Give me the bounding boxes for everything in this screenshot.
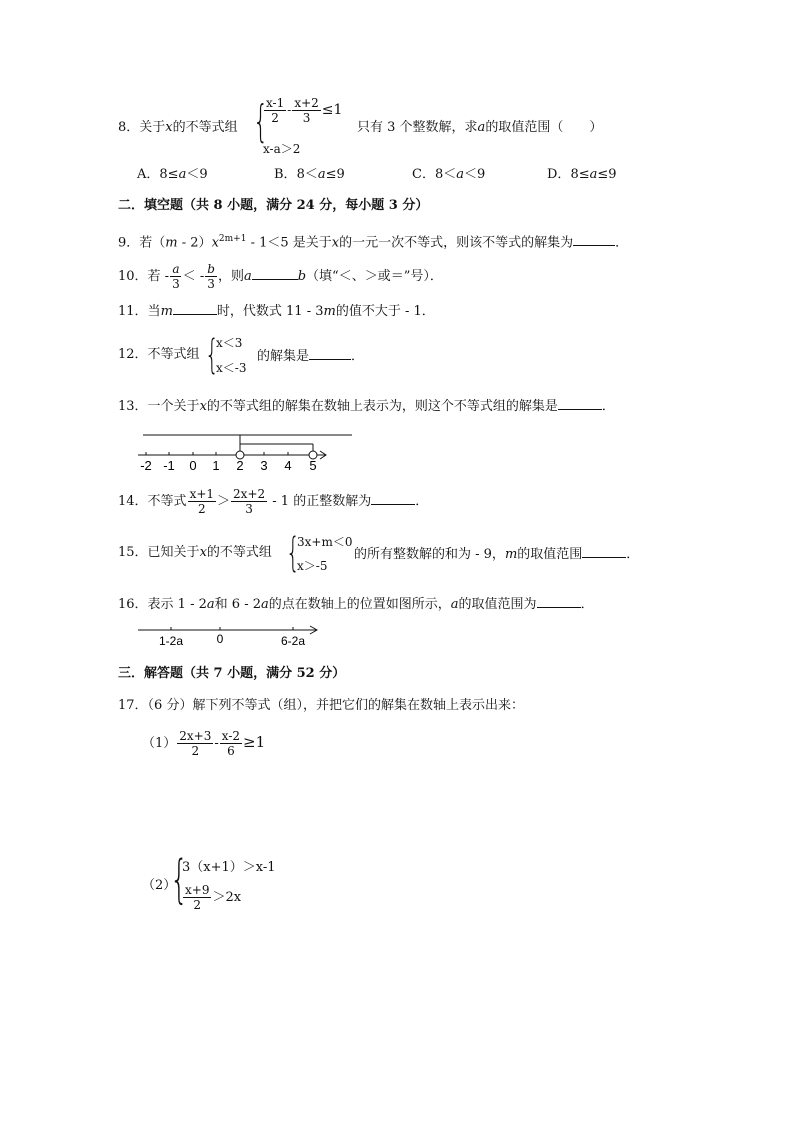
q17-part2-rel: ＞2x (212, 890, 242, 905)
q13-x: x (199, 399, 207, 414)
q15-x: x (199, 545, 207, 560)
q8-option-a-label: A． (137, 167, 160, 182)
q12-row2: x＜-3 (216, 361, 247, 375)
q16-a3: a (450, 597, 459, 612)
q17-part2-row2 (182, 882, 241, 913)
q12-t2: 的解集是 (257, 349, 310, 364)
q14-frac1 (188, 487, 216, 516)
q16-t3: 的点在数轴上的位置如图所示， (268, 597, 451, 612)
q8-option-a-pre: 8≤ (159, 167, 179, 182)
q17-part1-frac2 (220, 729, 242, 758)
q14-rel: ＞ (217, 494, 231, 509)
q16-a1: a (206, 597, 215, 612)
q8-option-b-pre: 8＜ (296, 167, 318, 182)
q8-number: 8． (118, 120, 140, 135)
q15-row2: x＞-5 (297, 559, 328, 573)
q16-number-line (136, 620, 326, 652)
q8-text-after: 只有 3 个整数解，求 (357, 120, 478, 135)
q12-row1: x＜3 (216, 336, 243, 350)
q15-t1: 已知关于 (147, 545, 200, 560)
q13-t2: 的不等式组的解集在数轴上表示为，则这个不等式组的解集是 (206, 399, 558, 414)
q8-option-d (547, 167, 617, 183)
q14-t2: - 1 的正整数解为 (268, 494, 372, 509)
q8-text-end: 的取值范围（ ） (485, 120, 603, 135)
q15-row1: 3x+m＜0 (297, 535, 353, 549)
q17-part1-rel: ≥1 (243, 733, 266, 751)
q8-frac1 (264, 96, 286, 125)
q14-frac2-den: 3 (245, 502, 253, 516)
q9-t3: - 1＜5 是关于 (246, 235, 332, 251)
q8-frac1-den: 2 (271, 111, 279, 125)
q13-number-line (136, 420, 361, 474)
q8-option-c-label: C． (412, 167, 435, 182)
q9-x: x (211, 235, 219, 251)
q14-frac2-num: 2x+2 (233, 487, 266, 501)
q8-line (118, 120, 238, 136)
q11-m: m (160, 304, 173, 319)
q8-option-a-var: a (178, 167, 187, 182)
q14-frac2 (231, 487, 267, 516)
q10-t2: ＜ - (182, 269, 205, 284)
q8-line-end (357, 120, 602, 136)
q17-part1-frac1-num: 2x+3 (179, 729, 212, 743)
q16-label-left: 1-2a (158, 634, 184, 648)
q13-tick-label: -1 (163, 458, 175, 473)
q15-t4: 的取值范围 (517, 547, 583, 562)
q13-tick-label: 0 (189, 458, 197, 473)
q16-number: 16． (118, 597, 148, 612)
q15-answer-blank[interactable] (582, 545, 626, 558)
q11-line (118, 302, 435, 320)
q13-tick-label: 3 (260, 458, 268, 473)
q8-text-mid: 的不等式组 (172, 120, 238, 135)
q13-tick-label: 5 (309, 458, 317, 473)
q12-brace: { (205, 332, 219, 378)
q17-part1-frac2-den: 6 (227, 744, 235, 758)
q10-answer-blank[interactable] (252, 267, 298, 280)
q17-part1-frac1-den: 2 (191, 744, 200, 758)
q17-part1-frac1 (177, 729, 213, 758)
q16-label-zero: 0 (216, 632, 224, 646)
q17-part1-frac2-num: x-2 (221, 729, 241, 743)
q10-frac2 (205, 262, 217, 291)
q10-t3: ，则 (217, 269, 244, 284)
q13-tick-label: 2 (236, 458, 244, 473)
q10-frac1-num: a (172, 262, 180, 276)
q17-part1 (142, 726, 265, 760)
q15-brace: { (286, 530, 300, 576)
q17-part2-frac-num: x+9 (185, 883, 210, 897)
q11-m2: m (323, 304, 336, 319)
q13-t1: 一个关于 (147, 399, 200, 414)
q10-frac1-den: 3 (172, 277, 180, 291)
q9-m: m (165, 235, 178, 251)
q16-t5: ． (580, 597, 594, 612)
q14-number: 14． (118, 494, 148, 509)
q17-part2-frac (183, 883, 211, 912)
q15-t5: ． (626, 547, 640, 562)
section3-heading: 三．解答题（共 7 小题，满分 52 分） (118, 666, 346, 681)
q8-option-b-var: a (317, 167, 326, 182)
q15-t2: 的不等式组 (206, 545, 272, 560)
q8-text: 关于 (139, 120, 166, 135)
q15-line-end (354, 545, 639, 563)
section2-heading: 二．填空题（共 8 小题，满分 24 分，每小题 3 分） (118, 198, 429, 213)
q8-option-c-pre: 8＜ (434, 167, 457, 182)
q14-frac1-den: 2 (197, 502, 206, 516)
q13-tick-label: 1 (212, 458, 220, 473)
q12-t1: 不等式组 (147, 347, 200, 362)
q11-answer-blank[interactable] (173, 302, 217, 315)
q10-number: 10． (118, 269, 148, 284)
q14-answer-blank[interactable] (371, 492, 415, 505)
q11-t1: 当 (147, 304, 161, 319)
q15-line (118, 545, 272, 561)
q17-part2-label: （2） (142, 878, 177, 893)
q11-number: 11． (118, 304, 148, 319)
q15-t3: 的所有整数解的和为 - 9， (354, 547, 505, 562)
q12-line-end (257, 347, 364, 365)
q8-frac1-num: x-1 (266, 96, 285, 110)
q9-line (118, 231, 628, 251)
q8-brace: { (253, 96, 269, 147)
q13-tick-label: 4 (284, 458, 292, 473)
q13-answer-blank[interactable] (558, 397, 602, 410)
q14-line (118, 486, 428, 518)
q9-t5: ． (615, 235, 629, 251)
q14-frac1-num: x+1 (189, 487, 215, 501)
q17-part2-brace: { (170, 850, 189, 910)
q8-system-row1 (263, 96, 342, 125)
q8-var-a: a (477, 120, 486, 135)
q8-var-x: x (165, 120, 173, 135)
q16-a2: a (261, 597, 269, 612)
q8-option-d-post: ≤9 (597, 167, 617, 182)
q17-line (118, 698, 524, 714)
q14-t3: ． (415, 494, 429, 509)
q10-t1: 若 - (147, 269, 170, 284)
q9-number: 9． (118, 235, 140, 251)
q9-answer-blank[interactable] (573, 233, 615, 246)
q14-t1: 不等式 (147, 494, 187, 509)
q10-frac2-num: b (207, 262, 215, 276)
q8-option-b-label: B． (274, 167, 297, 182)
q9-exponent: 2m+1 (218, 234, 247, 244)
q8-option-a-post: ＜9 (186, 167, 208, 182)
q13-tick-label: -2 (140, 458, 152, 473)
q8-option-d-pre: 8≤ (570, 167, 590, 182)
q17-t1: （6 分）解下列不等式（组），并把它们的解集在数轴上表示出来： (147, 698, 524, 713)
q9-t4: 的一元一次不等式，则该不等式的解集为 (339, 235, 574, 251)
q17-part2-row1: 3（x+1）＞x-1 (182, 860, 276, 875)
q16-line (118, 595, 594, 613)
q8-option-a (137, 167, 208, 183)
q8-system-row2: x-a＞2 (263, 142, 301, 156)
q8-option-c (412, 167, 485, 183)
q8-minus: - (287, 103, 292, 117)
q8-option-c-post: ＜9 (464, 167, 486, 182)
q8-frac2-num: x+2 (294, 96, 319, 110)
q10-a: a (243, 269, 252, 284)
q8-option-d-label: D． (547, 167, 571, 182)
q8-frac2-den: 3 (302, 111, 311, 125)
q8-rel: ≤1 (321, 102, 343, 118)
q12-number: 12． (118, 347, 148, 362)
q10-frac2-den: 3 (207, 277, 215, 291)
q11-t2: 时，代数式 11 - 3 (216, 304, 324, 319)
q16-label-right: 6-2a (280, 634, 306, 648)
q12-t3: ． (351, 349, 365, 364)
q8-option-b-post: ≤9 (325, 167, 345, 182)
q16-t2: 和 6 - 2 (214, 597, 261, 612)
q17-part1-minus: - (214, 736, 219, 751)
q8-frac2 (292, 96, 320, 125)
q15-m: m (504, 547, 518, 562)
q12-line (118, 347, 200, 363)
q10-t4: （填“＜、＞或＝”号）． (306, 269, 443, 284)
q16-t4: 的取值范围为 (458, 597, 537, 612)
q13-line (118, 397, 615, 415)
q17-part2-frac-den: 2 (193, 898, 202, 912)
q16-answer-blank[interactable] (537, 595, 581, 608)
q8-option-d-var: a (589, 167, 598, 182)
q9-x2: x (331, 235, 340, 251)
q16-t1: 表示 1 - 2 (147, 597, 207, 612)
q10-b: b (297, 269, 307, 284)
q8-option-b (274, 167, 345, 183)
q13-t3: ． (601, 399, 615, 414)
q13-number: 13． (118, 399, 148, 414)
q15-number: 15． (118, 545, 148, 560)
q9-t2: - 2） (177, 235, 212, 251)
q11-t3: 的值不大于 - 1． (335, 304, 435, 319)
q8-option-c-var: a (456, 167, 464, 182)
q17-part1-label: （1） (142, 736, 177, 751)
q12-answer-blank[interactable] (309, 347, 351, 360)
q17-number: 17． (118, 698, 148, 713)
q9-t1: 若（ (139, 235, 166, 251)
q10-line (118, 262, 443, 292)
q10-frac1 (170, 262, 182, 291)
